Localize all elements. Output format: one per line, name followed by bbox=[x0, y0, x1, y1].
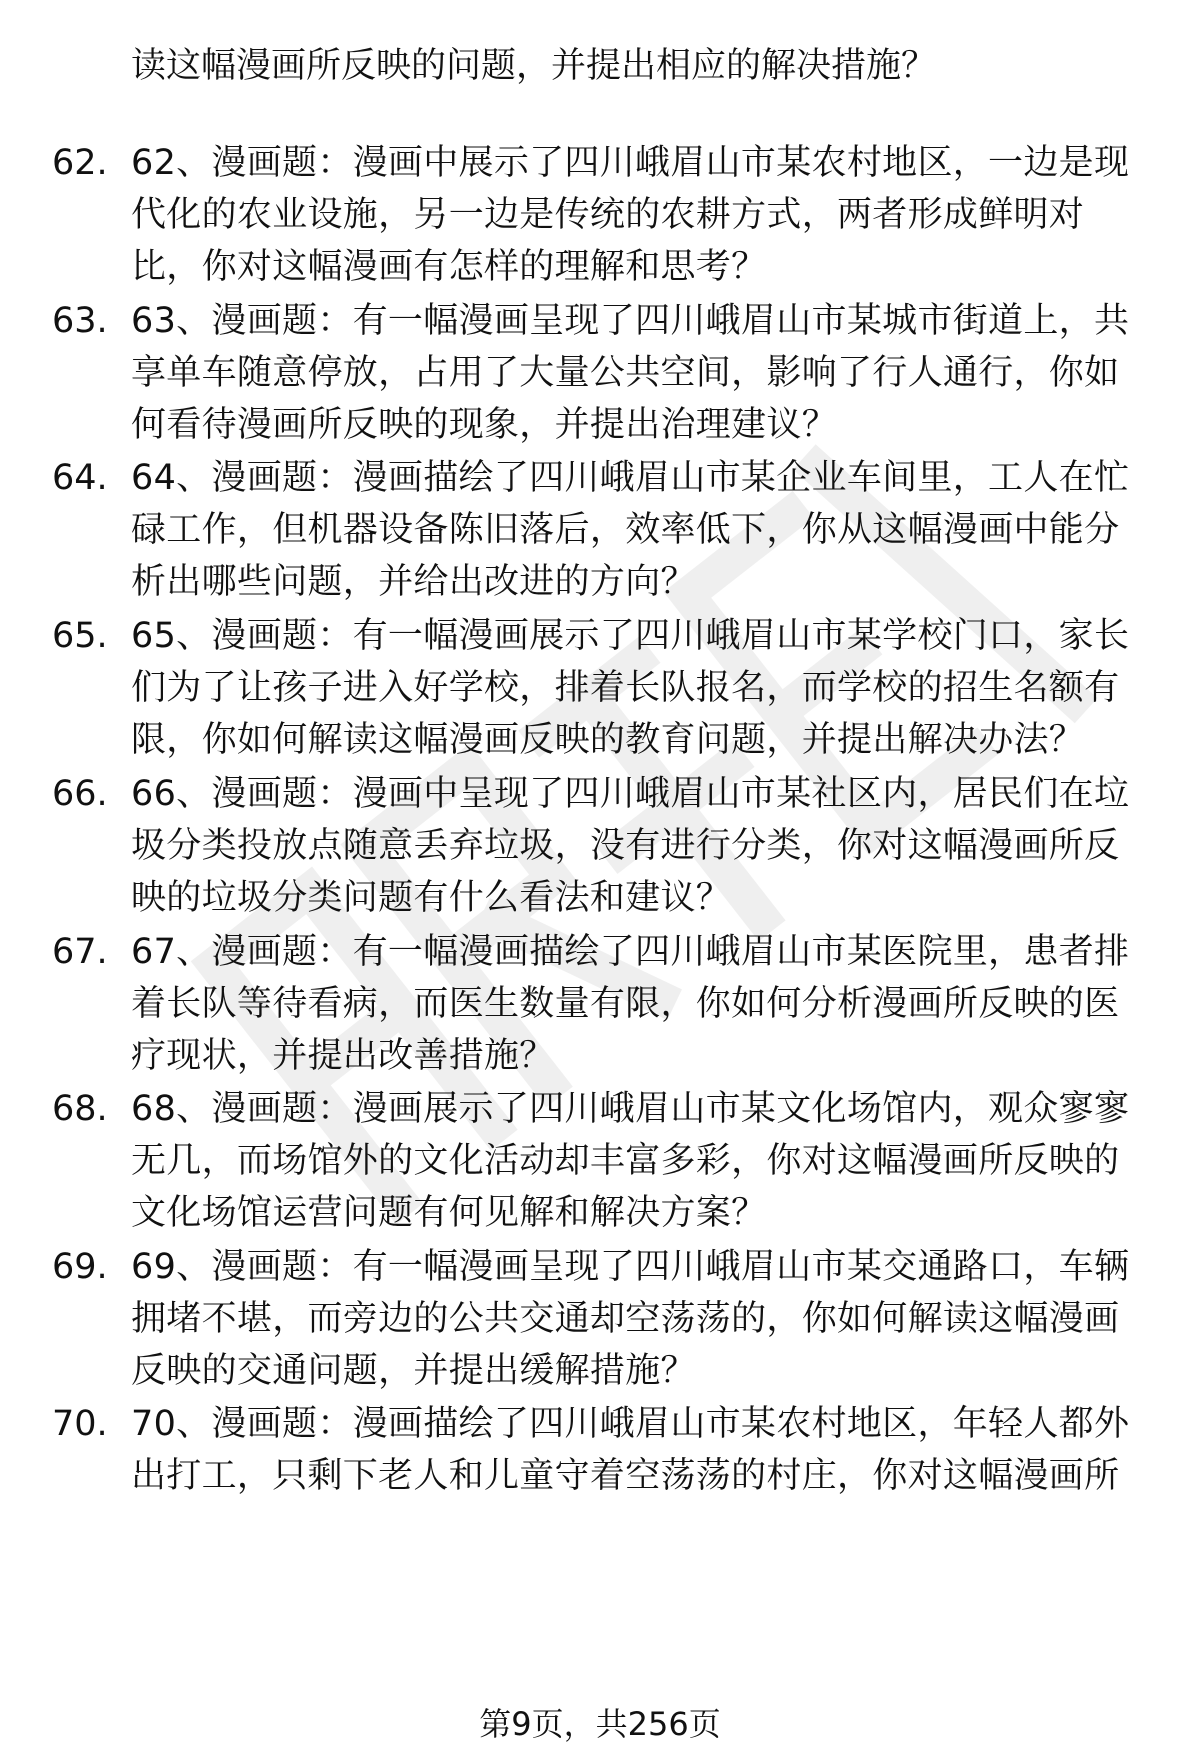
question-text: 65、漫画题：有一幅漫画展示了四川峨眉山市某学校门口，家长们为了让孩子进入好学校，排着长队报名，而学校的招生名额有限，你如何解读这幅漫画反映的教育问题，并提出解决办法？ bbox=[131, 616, 1130, 760]
question-text: 67、漫画题：有一幅漫画描绘了四川峨眉山市某医院里，患者排着长队等待看病，而医生数量有限，你如何分析漫画所反映的医疗现状，并提出改善措施？ bbox=[131, 932, 1130, 1076]
question-text: 63、漫画题：有一幅漫画呈现了四川峨眉山市某城市街道上，共享单车随意停放，占用了大量公共空间，影响了行人通行，你如何看待漫画所反映的现象，并提出治理建议？ bbox=[131, 301, 1130, 445]
question-text: 66、漫画题：漫画中呈现了四川峨眉山市某社区内，居民们在垃圾分类投放点随意丢弃垃圾，没有进行分类，你对这幅漫画所反映的垃圾分类问题有什么看法和建议？ bbox=[131, 774, 1130, 918]
question-number: 62. bbox=[52, 143, 108, 183]
question-number: 65. bbox=[52, 616, 108, 656]
question-number: 64. bbox=[52, 458, 108, 498]
question-number: 70. bbox=[52, 1404, 108, 1444]
continuation-line: 读这幅漫画所反映的问题，并提出相应的解决措施？ bbox=[131, 46, 937, 86]
question-text: 69、漫画题：有一幅漫画呈现了四川峨眉山市某交通路口，车辆拥堵不堪，而旁边的公共交通却空荡荡的，你如何解读这幅漫画反映的交通问题，并提出缓解措施？ bbox=[131, 1247, 1130, 1391]
question-text: 62、漫画题：漫画中展示了四川峨眉山市某农村地区，一边是现代化的农业设施，另一边是传统的农耕方式，两者形成鲜明对比，你对这幅漫画有怎样的理解和思考？ bbox=[131, 143, 1130, 287]
question-number: 63. bbox=[52, 301, 108, 341]
question-number: 66. bbox=[52, 774, 108, 814]
question-text: 64、漫画题：漫画描绘了四川峨眉山市某企业车间里，工人在忙碌工作，但机器设备陈旧落后，效率低下，你从这幅漫画中能分析出哪些问题，并给出改进的方向？ bbox=[131, 458, 1130, 602]
question-number: 67. bbox=[52, 932, 108, 972]
question-number: 69. bbox=[52, 1247, 108, 1287]
question-number: 68. bbox=[52, 1089, 108, 1129]
page-footer: 第9页，共256页 bbox=[479, 1705, 721, 1743]
question-text: 70、漫画题：漫画描绘了四川峨眉山市某农村地区，年轻人都外出打工，只剩下老人和儿童守着空荡荡的村庄，你对这幅漫画所 bbox=[131, 1404, 1130, 1496]
question-text: 68、漫画题：漫画展示了四川峨眉山市某文化场馆内，观众寥寥无几，而场馆外的文化活动却丰富多彩，你对这幅漫画所反映的文化场馆运营问题有何见解和解决方案？ bbox=[131, 1089, 1130, 1233]
